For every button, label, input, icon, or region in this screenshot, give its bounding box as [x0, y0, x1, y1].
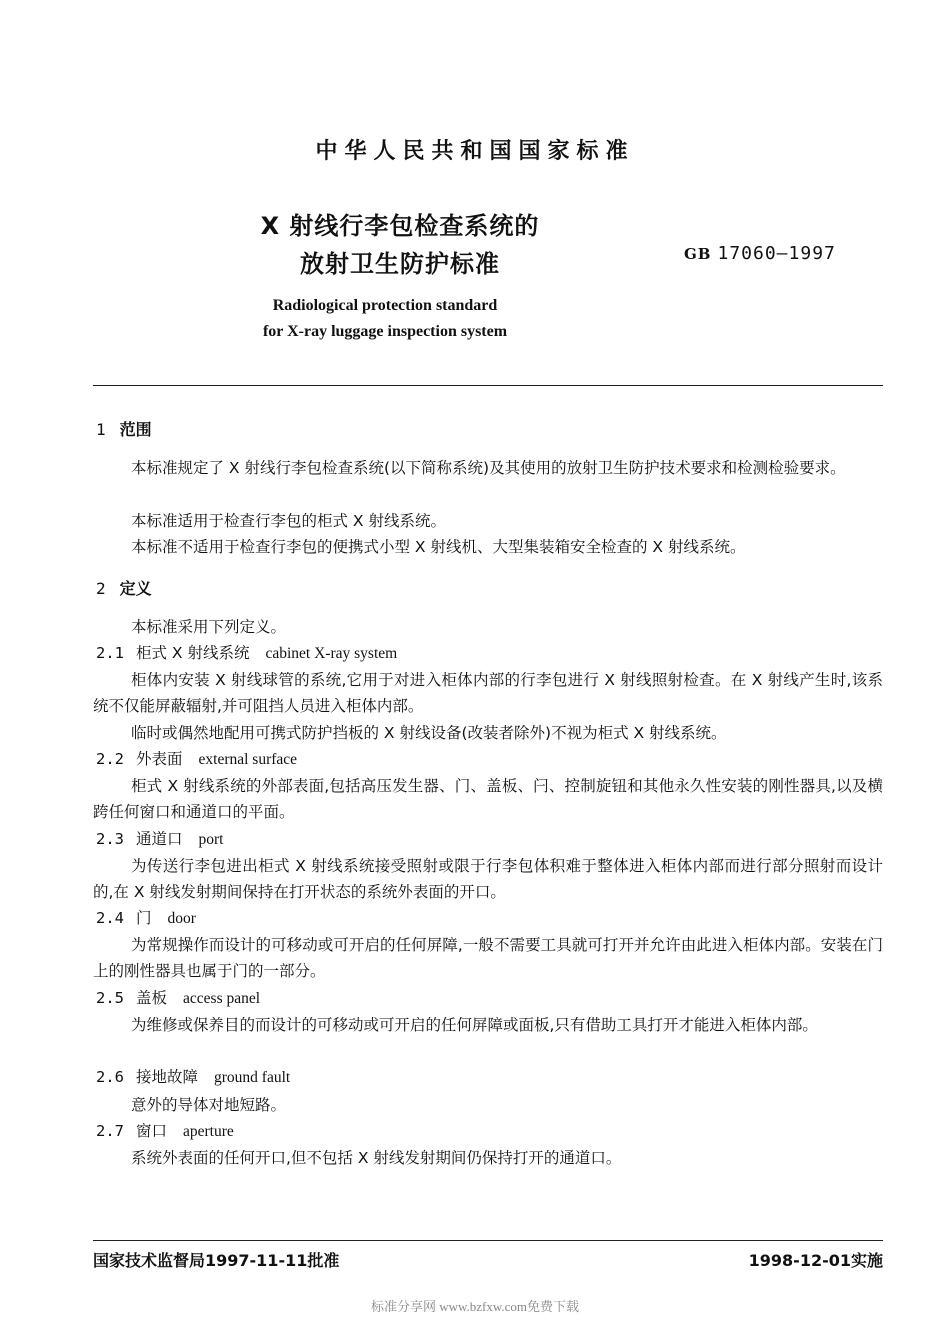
term-en: access panel: [183, 990, 261, 1007]
section-1-para-1: 本标准规定了 X 射线行李包检查系统(以下简称系统)及其使用的放射卫生防护技术要求和检测检验要求。: [131, 459, 846, 477]
term-number: 2.5: [96, 989, 124, 1007]
section-1-heading: [96, 417, 152, 440]
term-number: 2.7: [96, 1122, 124, 1140]
term-number: 2.3: [96, 830, 124, 848]
term-en: ground fault: [214, 1069, 291, 1086]
term-en: port: [198, 831, 224, 848]
term-cn: 窗口: [136, 1122, 168, 1140]
term-2-1: [96, 641, 397, 663]
term-2-4-definition: 为常规操作而设计的可移动或可开启的任何屏障,一般不需要工具就可打开并允许由此进入柜体内部。安装在门上的刚性器具也属于门的一部分。: [93, 936, 883, 980]
section-1-title: 范围: [119, 420, 152, 439]
term-number: 2.6: [96, 1068, 124, 1086]
term-cn: 外表面: [136, 750, 183, 768]
standard-code: 17060—1997: [717, 243, 836, 264]
term-2-1-note: 临时或偶然地配用可携式防护挡板的 X 射线设备(改装者除外)不视为柜式 X 射线系统。: [131, 724, 727, 742]
section-1-para-3: 本标准不适用于检查行李包的便携式小型 X 射线机、大型集装箱安全检查的 X 射线系统。: [131, 538, 746, 556]
term-cn: 柜式 X 射线系统: [136, 644, 250, 662]
approval-date: 国家技术监督局1997-11-11批准: [93, 1251, 340, 1270]
term-2-7-definition: 系统外表面的任何开口,但不包括 X 射线发射期间仍保持打开的通道口。: [131, 1149, 622, 1167]
term-cn: 通道口: [136, 830, 183, 848]
term-2-1-definition: 柜体内安装 X 射线球管的系统,它用于对进入柜体内部的行李包进行 X 射线照射检查。在 X 射线产生时,该系统不仅能屏蔽辐射,并可阻挡人员进入柜体内部。: [93, 671, 883, 715]
term-number: 2.4: [96, 909, 124, 927]
term-2-5: [96, 986, 260, 1008]
term-en: door: [167, 910, 196, 927]
standard-prefix: GB: [684, 245, 712, 263]
section-1-number: 1: [96, 420, 106, 439]
section-1-para-2: 本标准适用于检查行李包的柜式 X 射线系统。: [131, 512, 446, 530]
term-2-6: [96, 1065, 290, 1087]
doc-title-line1: X 射线行李包检查系统的: [260, 212, 540, 240]
term-2-2-definition: 柜式 X 射线系统的外部表面,包括高压发生器、门、盖板、闩、控制旋钮和其他永久性安装的刚性器具,以及横跨任何窗口和通道口的平面。: [93, 777, 883, 821]
english-title-line1: Radiological protection standard: [272, 297, 498, 314]
term-cn: 接地故障: [136, 1068, 199, 1086]
header-rule: [93, 385, 883, 386]
doc-title-line2: 放射卫生防护标准: [300, 250, 500, 278]
term-2-2: [96, 747, 297, 769]
term-cn: 盖板: [136, 989, 168, 1007]
section-2-intro: 本标准采用下列定义。: [131, 618, 287, 636]
term-number: 2.1: [96, 644, 124, 662]
term-2-4: [96, 906, 196, 928]
term-cn: 门: [136, 909, 152, 927]
section-2-heading: [96, 576, 152, 599]
section-2-number: 2: [96, 579, 106, 598]
term-en: external surface: [198, 751, 298, 768]
term-en: aperture: [183, 1123, 234, 1140]
section-2-title: 定义: [119, 579, 152, 598]
watermark: 标准分享网 www.bzfxw.com免费下载: [370, 1299, 580, 1314]
term-2-5-definition: 为维修或保养目的而设计的可移动或可开启的任何屏障或面板,只有借助工具打开才能进入柜体内部。: [131, 1016, 818, 1034]
term-number: 2.2: [96, 750, 124, 768]
term-2-7: [96, 1119, 234, 1141]
footer-rule: [93, 1240, 883, 1241]
term-2-3-definition: 为传送行李包进出柜式 X 射线系统接受照射或限于行李包体积难于整体进入柜体内部而进行部分照射而设计的,在 X 射线发射期间保持在打开状态的系统外表面的开口。: [93, 857, 883, 901]
term-2-6-definition: 意外的导体对地短路。: [131, 1096, 287, 1114]
term-2-3: [96, 827, 223, 849]
term-en: cabinet X-ray system: [265, 645, 398, 662]
national-standard-header: 中华人民共和国国家标准: [315, 139, 635, 164]
standard-number: [684, 243, 836, 264]
english-title-line2: for X-ray luggage inspection system: [262, 323, 508, 340]
implementation-date: 1998-12-01实施: [748, 1251, 883, 1270]
